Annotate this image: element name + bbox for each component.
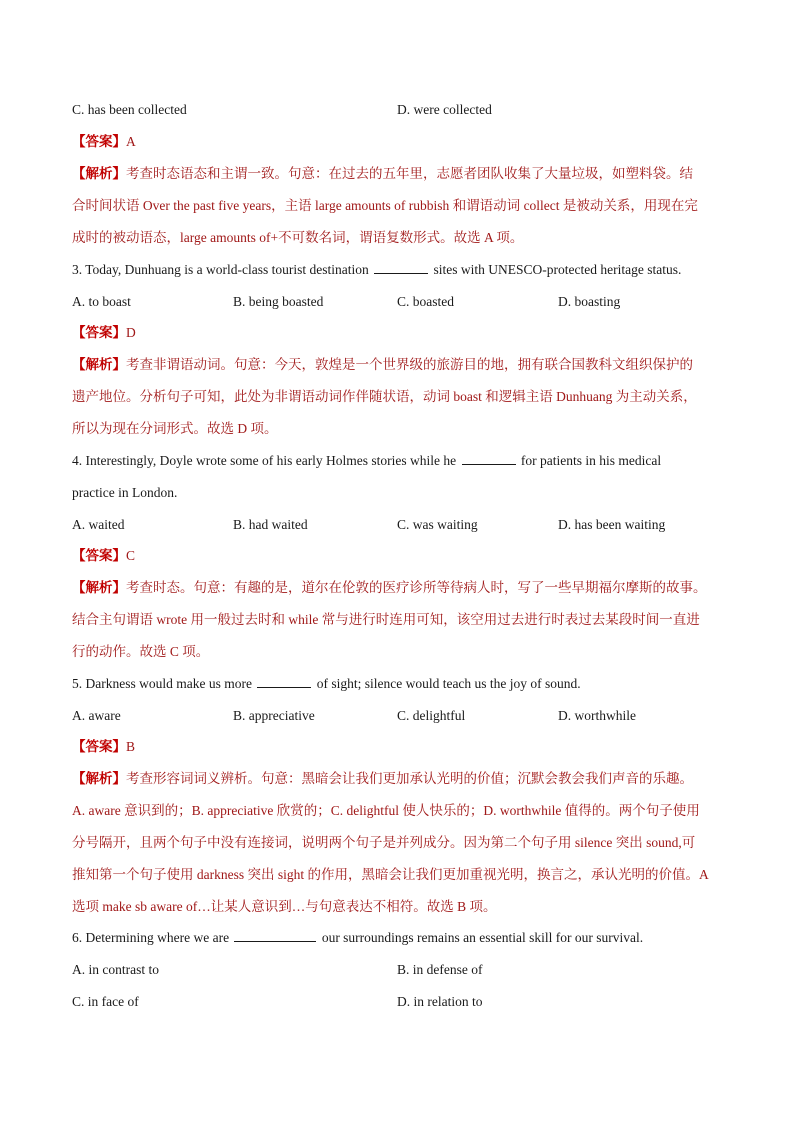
q5-stem: 5. Darkness would make us more of sight; silence would teach us the joy of sound. [72,676,581,691]
q5-analysis-line-1: 【解析】考查形容词词义辨析。句意：黑暗会让我们更加承认光明的价值；沉默会教会我们声音的乐趣。 [72,771,693,786]
analysis-tag: 【解析】 [72,166,126,181]
q4-answer: 【答案】C [72,548,136,563]
q5-analysis-line-3: 分号隔开，且两个句子中没有连接词，说明两个句子是并列成分。因为第二个句子用 silence 突出 sound,可 [72,835,696,850]
answer-blank [374,261,428,274]
q3-option-d: D. boasting [558,294,621,309]
q4-analysis-line-1: 【解析】考查时态。句意：有趣的是，道尔在伦敦的医疗诊所等待病人时，写了一些早期福尔摩斯的故事。 [72,580,707,595]
q5-analysis-line-2: A. aware 意识到的；B. appreciative 欣赏的；C. delightful 使人快乐的；D. worthwhile 值得的。两个句子使用 [72,803,700,818]
q3-option-c: C. boasted [397,294,454,309]
q3-answer: 【答案】D [72,325,136,340]
q2-option-c: C. has been collected [72,102,187,117]
q3-option-b: B. being boasted [233,294,324,309]
answer-letter: A [126,134,136,149]
q3-analysis-line-2: 遗产地位。分析句子可知，此处为非谓语动词作伴随状语，动词 boast 和逻辑主语 Dunhuang 为主动关系， [72,389,697,404]
q4-option-b: B. had waited [233,517,308,532]
q3-analysis-line-3: 所以为现在分词形式。故选 D 项。 [72,421,278,436]
q2-answer [72,132,722,152]
q4-stem-line-2: practice in London. [72,485,178,500]
answer-tag: 【答案】 [72,134,126,149]
q2-analysis-line-3: 成时的被动语态，large amounts of+不可数名词，谓语复数形式。故选 A 项。 [72,230,524,245]
q2-analysis-line-2: 合时间状语 Over the past five years，主语 large amounts of rubbish 和谓语动词 collect 是被动关系，用现在完 [72,198,698,213]
q5-option-a: A. aware [72,708,121,723]
q6-option-d: D. in relation to [397,994,483,1009]
q4-stem-line-1: 4. Interestingly, Doyle wrote some of his early Holmes stories while he for patients in his medical [72,453,662,468]
q5-option-b: B. appreciative [233,708,315,723]
q6-stem: 6. Determining where we are our surroundings remains an essential skill for our survival. [72,930,644,945]
q6-option-c: C. in face of [72,994,139,1009]
q5-analysis-line-5: 选项 make sb aware of…让某人意识到…与句意表达不相符。故选 B 项。 [72,899,497,914]
answer-blank [462,452,516,465]
q5-option-d: D. worthwhile [558,708,636,723]
q4-analysis-line-3: 行的动作。故选 C 项。 [72,644,210,659]
q2-analysis-line-1: 【解析】考查时态语态和主谓一致。句意：在过去的五年里，志愿者团队收集了大量垃圾，如塑料袋。结 [72,166,693,181]
q3-stem: 3. Today, Dunhuang is a world-class tourist destination sites with UNESCO-protected heritage status. [72,262,682,277]
q4-option-d: D. has been waiting [558,517,666,532]
q6-option-a: A. in contrast to [72,962,159,977]
q3-analysis-line-1: 【解析】考查非谓语动词。句意：今天，敦煌是一个世界级的旅游目的地，拥有联合国教科文组织保护的 [72,357,693,372]
answer-blank [234,929,316,942]
q5-analysis-line-4: 推知第一个句子使用 darkness 突出 sight 的作用，黑暗会让我们更加重视光明，换言之，承认光明的价值。A [72,867,709,882]
answer-blank [257,675,311,688]
q5-option-c: C. delightful [397,708,466,723]
q2-option-d: D. were collected [397,102,492,117]
q4-analysis-line-2: 结合主句谓语 wrote 用一般过去时和 while 常与进行时连用可知，该空用过去进行时表过去某段时间一直进 [72,612,700,627]
q6-option-b: B. in defense of [397,962,483,977]
q3-option-a: A. to boast [72,294,131,309]
q5-answer: 【答案】B [72,739,136,754]
q4-option-a: A. waited [72,517,125,532]
q4-option-c: C. was waiting [397,517,478,532]
